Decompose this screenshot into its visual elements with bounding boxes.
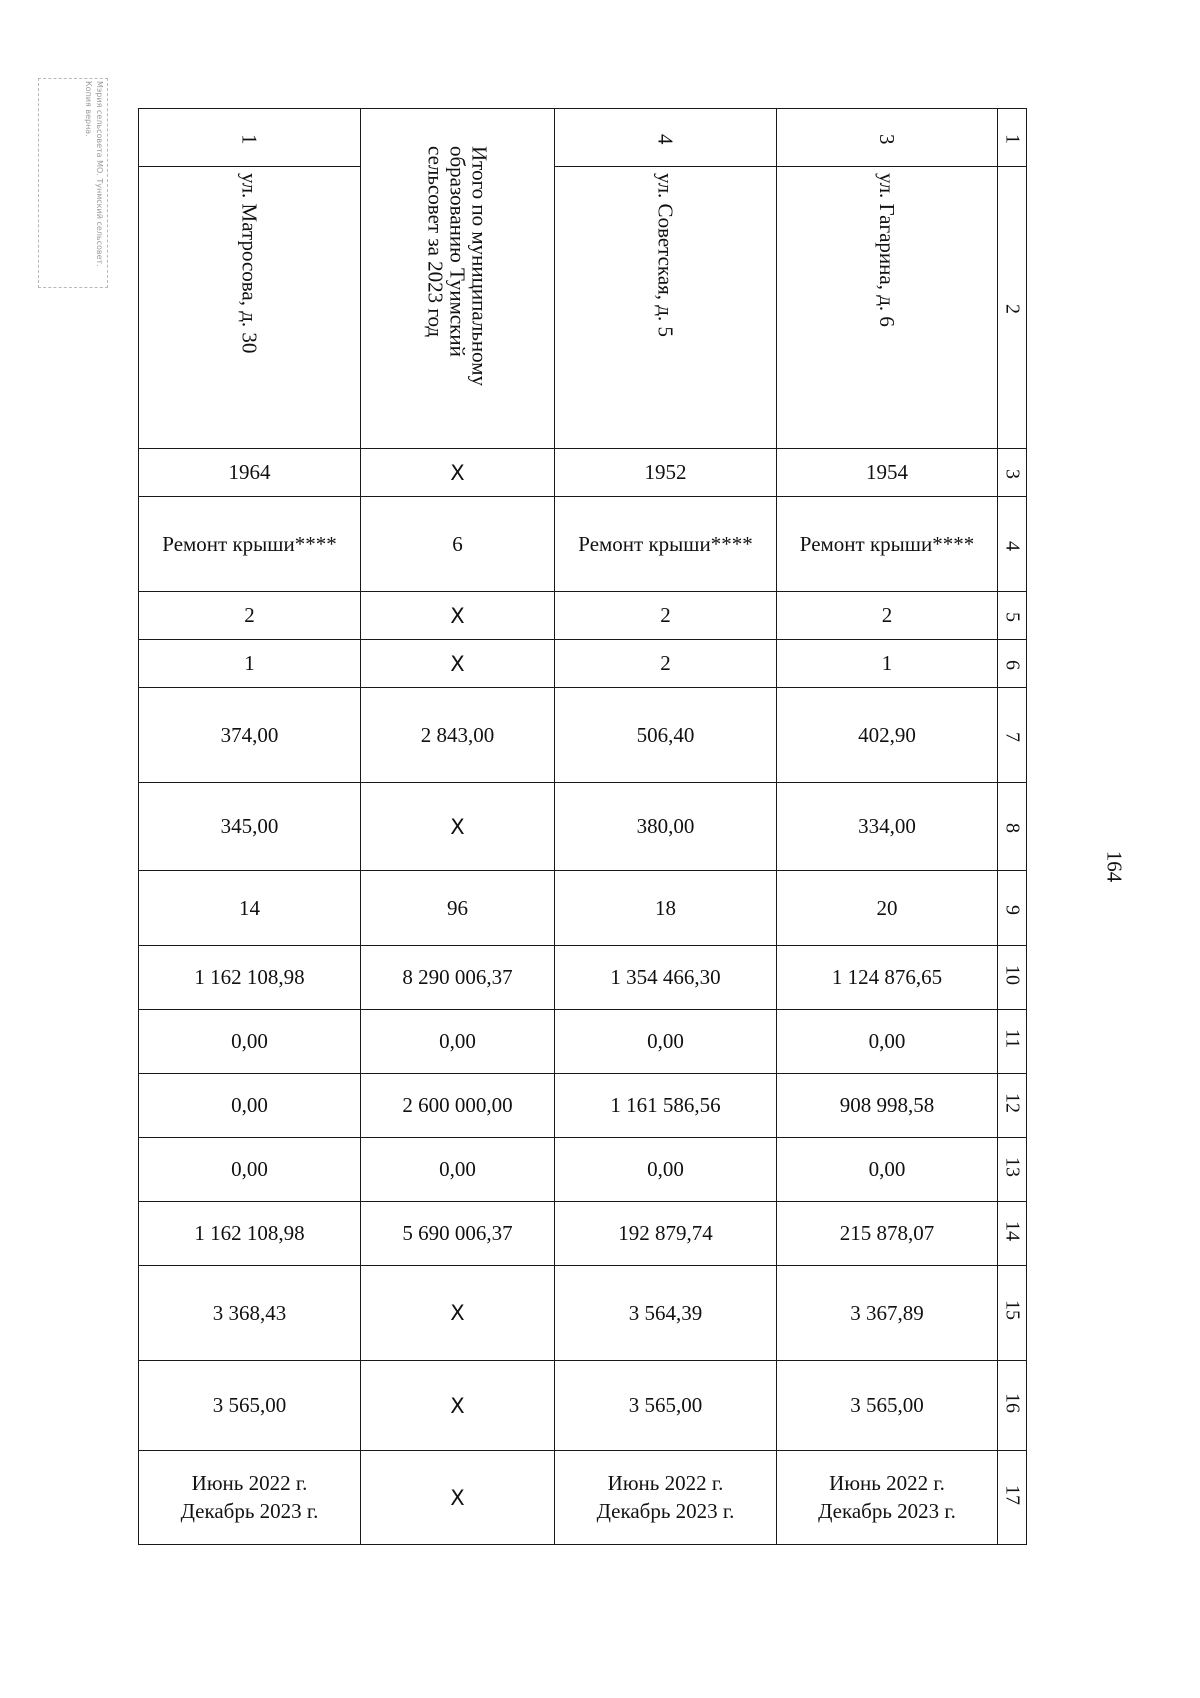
value-cell: 506,40 (555, 688, 777, 783)
value-cell: 0,00 (777, 1010, 998, 1074)
column-number: 4 (998, 497, 1027, 592)
value-cell: 3 367,89 (777, 1266, 998, 1361)
year-cell: X (361, 449, 555, 497)
dates-cell: X (361, 1451, 555, 1545)
value-cell: 0,00 (361, 1138, 555, 1202)
column-number: 14 (998, 1202, 1027, 1266)
value-cell: X (361, 1361, 555, 1451)
date-end: Декабрь 2023 г. (180, 1498, 319, 1523)
row-cost-fund (139, 1010, 1027, 1074)
row-dates (139, 1451, 1027, 1545)
page-number: 164 (1102, 850, 1127, 883)
value-cell: 1 162 108,98 (139, 946, 361, 1010)
value-cell: 1 (777, 640, 998, 688)
work-type-cell: 6 (361, 497, 555, 592)
column-number: 17 (998, 1451, 1027, 1545)
dates-cell (777, 1451, 998, 1545)
value-cell: 0,00 (139, 1138, 361, 1202)
value-cell: 192 879,74 (555, 1202, 777, 1266)
value-cell: 3 564,39 (555, 1266, 777, 1361)
value-cell: 8 290 006,37 (361, 946, 555, 1010)
column-number: 13 (998, 1138, 1027, 1202)
row-unit-cost (139, 1266, 1027, 1361)
value-cell: 0,00 (777, 1138, 998, 1202)
value-cell: 374,00 (139, 688, 361, 783)
year-cell: 1954 (777, 449, 998, 497)
column-number: 9 (998, 871, 1027, 946)
row-max-unit-cost (139, 1361, 1027, 1451)
column-number: 10 (998, 946, 1027, 1010)
row-cost-local (139, 1138, 1027, 1202)
value-cell: 0,00 (361, 1010, 555, 1074)
value-cell: 0,00 (555, 1138, 777, 1202)
value-cell: 345,00 (139, 783, 361, 871)
date-end: Декабрь 2023 г. (818, 1498, 956, 1523)
column-number: 5 (998, 592, 1027, 640)
value-cell: X (361, 640, 555, 688)
column-number: 6 (998, 640, 1027, 688)
value-cell: X (361, 783, 555, 871)
value-cell: 1 (139, 640, 361, 688)
row-cost-regional (139, 1074, 1027, 1138)
value-cell: 908 998,58 (777, 1074, 998, 1138)
row-floors (139, 592, 1027, 640)
value-cell: 402,90 (777, 688, 998, 783)
row-object-number (139, 109, 1027, 167)
value-cell: 14 (139, 871, 361, 946)
value-cell: 3 368,43 (139, 1266, 361, 1361)
row-year (139, 449, 1027, 497)
value-cell: 2 (777, 592, 998, 640)
value-cell: 96 (361, 871, 555, 946)
value-cell: X (361, 1266, 555, 1361)
object-number-cell: 1 (139, 109, 361, 167)
column-number: 7 (998, 688, 1027, 783)
value-cell: 3 565,00 (555, 1361, 777, 1451)
value-cell: 380,00 (555, 783, 777, 871)
dates-cell (555, 1451, 777, 1545)
work-type-cell: Ремонт крыши**** (139, 497, 361, 592)
column-number: 12 (998, 1074, 1027, 1138)
row-living-area (139, 783, 1027, 871)
value-cell: 2 (139, 592, 361, 640)
value-cell: 2 (555, 640, 777, 688)
value-cell: 1 161 586,56 (555, 1074, 777, 1138)
column-number: 16 (998, 1361, 1027, 1451)
row-address (139, 167, 1027, 449)
value-cell: 20 (777, 871, 998, 946)
address-cell: ул. Матросова, д. 30 (139, 167, 361, 449)
year-cell: 1952 (555, 449, 777, 497)
value-cell: 1 124 876,65 (777, 946, 998, 1010)
date-end: Декабрь 2023 г. (596, 1498, 735, 1523)
row-total-area (139, 688, 1027, 783)
column-number: 2 (998, 167, 1027, 449)
address-cell: ул. Советская, д. 5 (555, 167, 777, 449)
value-cell: 1 162 108,98 (139, 1202, 361, 1266)
row-cost-total (139, 946, 1027, 1010)
object-number-cell: 3 (777, 109, 998, 167)
year-cell: 1964 (139, 449, 361, 497)
value-cell: 2 (555, 592, 777, 640)
date-start: Июнь 2022 г. (829, 1471, 945, 1496)
row-residents (139, 871, 1027, 946)
object-number-cell: 4 (555, 109, 777, 167)
address-cell: ул. Гагарина, д. 6 (777, 167, 998, 449)
value-cell: 2 843,00 (361, 688, 555, 783)
repair-register-table (138, 108, 1027, 1545)
column-number: 3 (998, 449, 1027, 497)
value-cell: 5 690 006,37 (361, 1202, 555, 1266)
row-work-type (139, 497, 1027, 592)
value-cell: 334,00 (777, 783, 998, 871)
row-cost-owners (139, 1202, 1027, 1266)
value-cell: 18 (555, 871, 777, 946)
certification-stamp: Мэрия сельсовета МО. Тунмский сельсовет. Копия верна. (38, 78, 108, 288)
column-number: 8 (998, 783, 1027, 871)
value-cell: 3 565,00 (777, 1361, 998, 1451)
row-entrances (139, 640, 1027, 688)
date-start: Июнь 2022 г. (191, 1471, 308, 1496)
column-number: 11 (998, 1010, 1027, 1074)
value-cell: 0,00 (139, 1074, 361, 1138)
work-type-cell: Ремонт крыши**** (777, 497, 998, 592)
value-cell: 1 354 466,30 (555, 946, 777, 1010)
value-cell: 3 565,00 (139, 1361, 361, 1451)
date-start: Июнь 2022 г. (607, 1471, 724, 1496)
value-cell: 215 878,07 (777, 1202, 998, 1266)
column-number: 1 (998, 109, 1027, 167)
value-cell: 0,00 (555, 1010, 777, 1074)
total-label-cell: Итого по муниципальному образованию Туимский сельсовет за 2023 год (361, 109, 555, 449)
value-cell: X (361, 592, 555, 640)
dates-cell (139, 1451, 361, 1545)
value-cell: 2 600 000,00 (361, 1074, 555, 1138)
value-cell: 0,00 (139, 1010, 361, 1074)
column-number: 15 (998, 1266, 1027, 1361)
work-type-cell: Ремонт крыши**** (555, 497, 777, 592)
